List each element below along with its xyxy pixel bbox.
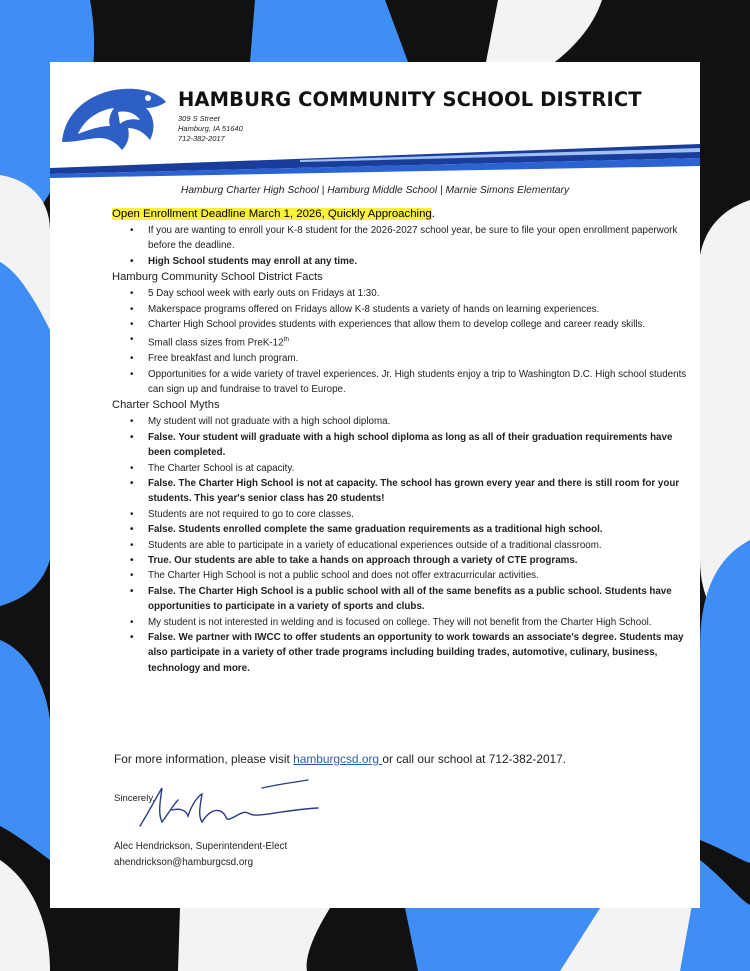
list-item: • The Charter School is at capacity. <box>130 462 295 474</box>
list-item: • Free breakfast and lunch program. <box>130 353 299 365</box>
list-item: • Small class sizes from PreK-12th <box>130 334 289 349</box>
list-item: • My student is not interested in welding and is focused on college. They will not benefit from the Charter High School. <box>130 616 652 628</box>
list-item: • Makerspace programs offered on Fridays allow K-8 students a variety of hands on learning experiences. <box>130 303 600 315</box>
address-city: Hamburg, IA 51640 <box>178 123 243 133</box>
list-item: • Students are not required to go to core classes. <box>130 508 354 520</box>
closing: Sincerely, <box>114 793 156 804</box>
list-item: • If you are wanting to enroll your K-8 student for the 2026-2027 school year, be sure to file your open enrollment paperwork before the deadline. <box>130 225 678 252</box>
deadline-list <box>112 223 690 269</box>
facts-list <box>112 286 690 397</box>
list-item: • My student will not graduate with a high school diploma. <box>130 416 391 428</box>
list-item: • False. Your student will graduate with a high school diploma as long as all of their graduation requirements have been completed. <box>130 431 673 459</box>
list-item: • False. Students enrolled complete the same graduation requirements as a traditional high school. <box>130 524 603 536</box>
address-phone: 712-382-2017 <box>178 133 225 143</box>
deadline-highlight: Open Enrollment Deadline March 1, 2026, Quickly Approaching <box>112 208 432 220</box>
list-item: • False. The Charter High School is not at capacity. The school has grown every year and there is still room for your students. This year's senior class has 20 students! <box>130 477 680 505</box>
list-item: • Charter High School provides students with experiences that allow them to develop college and career ready skills. <box>130 319 646 331</box>
school-list: Hamburg Charter High School | Hamburg Middle School | Marnie Simons Elementary <box>180 185 570 196</box>
website-link[interactable]: hamburgcsd.org <box>293 752 383 766</box>
district-address <box>178 114 243 143</box>
list-item: • 5 Day school week with early outs on Fridays at 1:30. <box>130 288 380 300</box>
district-name: HAMBURG COMMUNITY SCHOOL DISTRICT <box>178 88 642 111</box>
list-item: • False. The Charter High School is a public school with all of the same benefits as a public school. Students have opportunities to participate in a variety of sports and clubs. <box>130 585 672 613</box>
list-item: • Opportunities for a wide variety of travel experiences. Jr. High students enjoy a trip to Washington D.C. High school students can sign up and fundraise to travel to Europe. <box>130 368 687 395</box>
letterhead <box>50 62 700 182</box>
wildcat-logo <box>58 82 170 152</box>
list-item: • True. Our students are able to take a hands on approach through a variety of CTE programs. <box>130 554 578 566</box>
list-item: • Students are able to participate in a variety of educational experiences outside of a traditional classroom. <box>130 539 602 551</box>
letter-page <box>50 62 700 908</box>
signer-name: Alec Hendrickson, Superintendent-Elect <box>114 841 288 852</box>
address-street: 309 S Street <box>178 114 220 123</box>
list-item: • The Charter High School is not a public school and does not offer extracurricular activities. <box>130 570 539 582</box>
myths-heading: Charter School Myths <box>112 399 220 412</box>
myths-list <box>112 414 690 676</box>
signer-email: ahendrickson@hamburgcsd.org <box>114 857 254 868</box>
deadline-heading: Open Enrollment Deadline March 1, 2026, Quickly Approaching. <box>112 208 435 220</box>
signature-image <box>132 774 322 834</box>
letter-body <box>112 205 690 676</box>
more-info: For more information, please visit hamburgcsd.org or call our school at 712-382-2017. <box>114 752 567 766</box>
list-item: • False. We partner with IWCC to offer students an opportunity to work towards an associate's degree. Students may also participate in a variety of other trade programs including building trades, automotive, culinary, business, technology and more. <box>130 632 684 674</box>
list-item: • High School students may enroll at any time. <box>130 255 358 267</box>
facts-heading: Hamburg Community School District Facts <box>112 271 323 284</box>
